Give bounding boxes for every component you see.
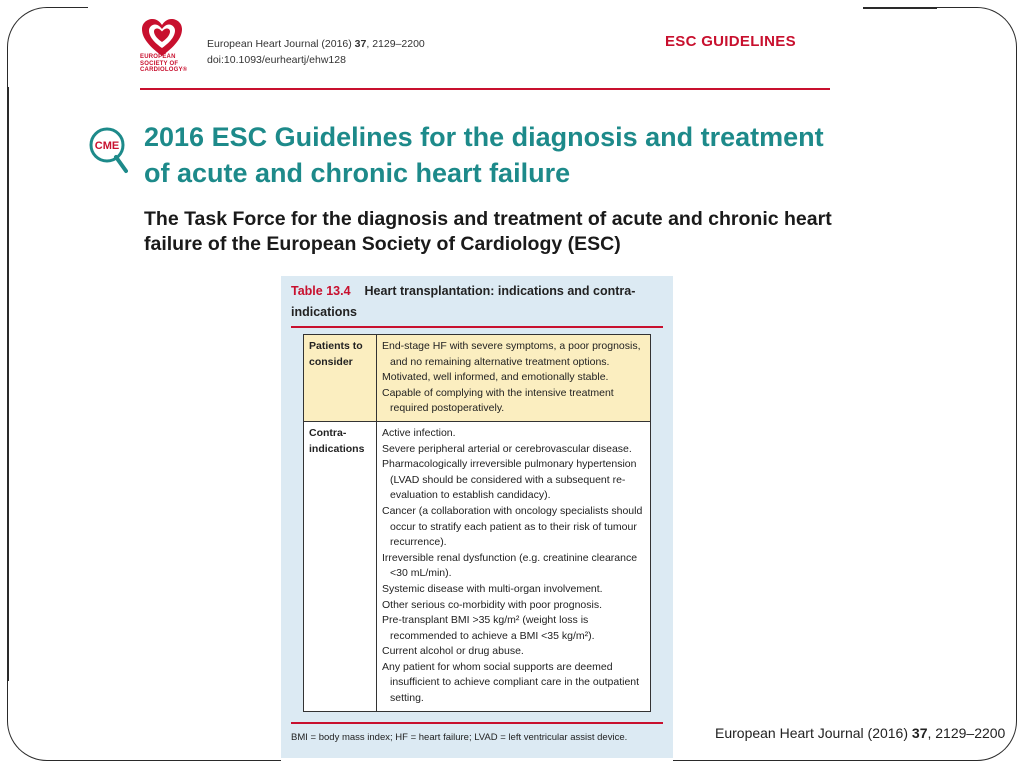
list-item: Motivated, well informed, and emotionally stable.	[382, 371, 609, 384]
row-heading: Patients to consider	[304, 335, 377, 422]
logo-wordmark: EUROPEAN SOCIETY OF CARDIOLOGY®	[140, 54, 188, 73]
list-item: Active infection.	[382, 426, 456, 439]
section-label: ESC GUIDELINES	[665, 33, 796, 50]
table-row	[304, 335, 651, 422]
row-heading: Contra-indications	[304, 421, 377, 711]
slide-frame-corner	[7, 7, 88, 88]
page-title: 2016 ESC Guidelines for the diagnosis and treatment of acute and chronic heart failure	[144, 122, 824, 188]
row-content	[377, 335, 651, 422]
list-item: Current alcohol or drug abuse.	[382, 645, 524, 658]
table-caption	[291, 281, 666, 323]
page-subtitle: The Task Force for the diagnosis and treatment of acute and chronic heart failure of the European Society of Cardiology (ESC)	[144, 208, 832, 255]
table-row	[304, 421, 651, 711]
caption-divider	[291, 326, 663, 328]
slide-frame-corner	[7, 680, 88, 761]
list-item: Severe peripheral arterial or cerebrovascular disease.	[382, 442, 632, 455]
row-content	[377, 421, 651, 711]
slide-frame-corner	[936, 680, 1017, 761]
slide-frame-edge	[7, 87, 9, 681]
list-item: Cancer (a collaboration with oncology specialists should occur to stratify each patient as to their risk of tumour recurrence).	[382, 504, 643, 549]
journal-reference: European Heart Journal (2016) 37, 2129–2200	[207, 38, 425, 50]
svg-text:CME: CME	[94, 140, 120, 152]
table-footnote: BMI = body mass index; HF = heart failure; LVAD = left ventricular assist device.	[291, 732, 628, 743]
doi: doi:10.1093/eurheartj/ehw128	[207, 54, 346, 66]
list-item: End-stage HF with severe symptoms, a poor prognosis, and no remaining alternative treatment options.	[382, 340, 641, 368]
cme-icon	[88, 126, 128, 172]
table-number: Table 13.4	[291, 284, 351, 298]
esc-logo	[140, 18, 192, 88]
list-item: Irreversible renal dysfunction (e.g. creatinine clearance <30 mL/min).	[382, 551, 638, 580]
slide-frame-corner	[936, 7, 1017, 88]
header-divider	[140, 88, 830, 90]
citation: European Heart Journal (2016) 37, 2129–2200	[715, 725, 1006, 741]
slide-frame-edge	[1016, 87, 1018, 681]
slide-frame-edge	[87, 760, 281, 762]
slide-frame-edge	[863, 7, 937, 9]
list-item: Systemic disease with multi-organ involvement.	[382, 582, 603, 595]
list-item: Any patient for whom social supports are deemed insufficient to achieve compliant care in the outpatient setting.	[382, 660, 640, 705]
table-caption-text: Heart transplantation: indications and contra-indications	[291, 284, 636, 319]
table-bottom-divider	[291, 722, 663, 724]
indications-table	[303, 334, 651, 712]
list-item: Pharmacologically irreversible pulmonary hypertension (LVAD should be considered with a subsequent re-evaluation to establish candidacy).	[382, 458, 637, 502]
list-item: Capable of complying with the intensive treatment required postoperatively.	[382, 386, 614, 415]
slide-frame-edge	[673, 760, 937, 762]
table-panel	[281, 276, 673, 758]
list-item: Pre-transplant BMI >35 kg/m² (weight loss is recommended to achieve a BMI <35 kg/m²).	[382, 614, 595, 642]
list-item: Other serious co-morbidity with poor prognosis.	[382, 598, 603, 611]
